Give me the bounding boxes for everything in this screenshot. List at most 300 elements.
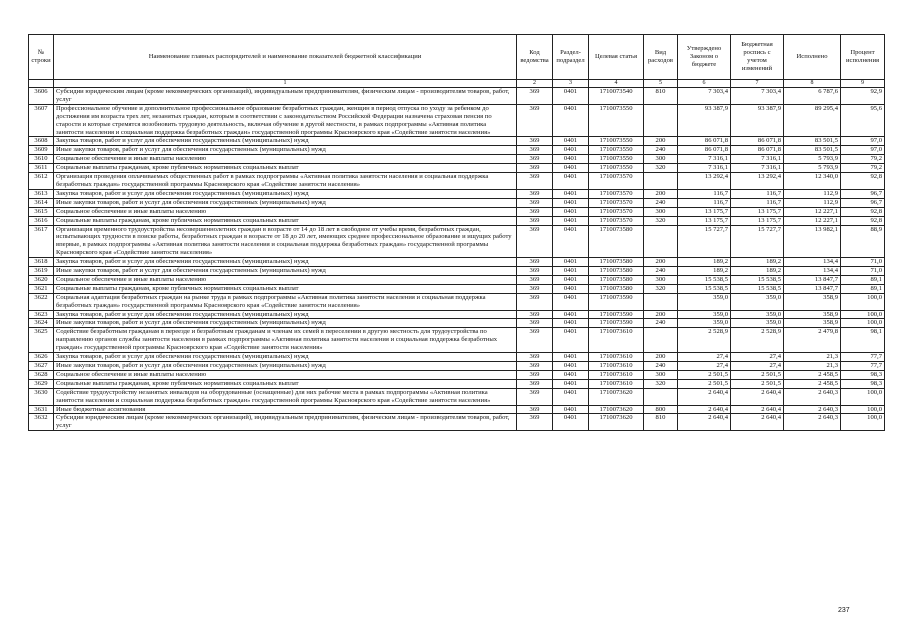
- row-target: 1710073590: [589, 310, 644, 319]
- row-dept-code: 369: [517, 284, 553, 293]
- row-budget-list: 189,2: [731, 267, 784, 276]
- col-number: 6: [678, 80, 731, 88]
- row-budget-list: 116,7: [731, 198, 784, 207]
- row-budget-list: 86 071,8: [731, 146, 784, 155]
- row-name: Иные закупки товаров, работ и услуг для обеспечения государственных (муниципальных) нужд: [54, 146, 517, 155]
- row-number: 3630: [29, 388, 54, 405]
- row-exp-type: 200: [644, 258, 678, 267]
- row-executed: 358,9: [784, 293, 841, 310]
- row-budget-list: 7 303,4: [731, 88, 784, 105]
- row-target: 1710073580: [589, 267, 644, 276]
- row-number: 3617: [29, 225, 54, 258]
- row-number: 3609: [29, 146, 54, 155]
- row-approved: 2 640,4: [678, 388, 731, 405]
- row-approved: 359,0: [678, 319, 731, 328]
- row-approved: 116,7: [678, 198, 731, 207]
- row-exp-type: [644, 293, 678, 310]
- row-dept-code: 369: [517, 207, 553, 216]
- row-executed: 12 227,1: [784, 216, 841, 225]
- row-number: 3610: [29, 155, 54, 164]
- row-name: Социальное обеспечение и иные выплаты населению: [54, 207, 517, 216]
- row-target: 1710073620: [589, 388, 644, 405]
- row-dept-code: 369: [517, 173, 553, 190]
- row-target: 1710073620: [589, 414, 644, 431]
- row-dept-code: 369: [517, 258, 553, 267]
- row-percent: 88,9: [841, 225, 885, 258]
- column-number-row: [29, 80, 885, 88]
- row-number: 3629: [29, 379, 54, 388]
- table-row: [29, 319, 885, 328]
- row-section: 0401: [553, 173, 589, 190]
- row-dept-code: 369: [517, 104, 553, 137]
- row-approved: 93 387,9: [678, 104, 731, 137]
- table-row: [29, 275, 885, 284]
- col-number: 9: [841, 80, 885, 88]
- row-approved: 2 501,5: [678, 379, 731, 388]
- header-target: Целевая статья: [589, 35, 644, 80]
- row-name: Иные закупки товаров, работ и услуг для обеспечения государственных (муниципальных) нужд: [54, 267, 517, 276]
- row-target: 1710073610: [589, 362, 644, 371]
- table-row: [29, 370, 885, 379]
- row-number: 3632: [29, 414, 54, 431]
- row-approved: 13 292,4: [678, 173, 731, 190]
- row-dept-code: 369: [517, 225, 553, 258]
- table-row: [29, 328, 885, 353]
- header-executed: Исполнено: [784, 35, 841, 80]
- row-exp-type: 300: [644, 207, 678, 216]
- row-number: 3613: [29, 189, 54, 198]
- row-name: Профессиональное обучение и дополнительное профессиональное образование безработных граждан, женщин в период отпуска по уходу за ребенком до достижения им возраста трех лет, незанятых граждан, которым в соответствии с законодательством Российской Федерации назначена страховая пенсия по старости и которые стремятся возобновить трудовую деятельность, включая обучение в другой местности, в рамках подпрограммы «Активная политика занятости населения и социальная поддержка безработных граждан» государственной программы Красноярского края «Содействие занятости населения»: [54, 104, 517, 137]
- row-dept-code: 369: [517, 293, 553, 310]
- row-exp-type: 800: [644, 405, 678, 414]
- row-executed: 134,4: [784, 258, 841, 267]
- row-target: 1710073590: [589, 319, 644, 328]
- header-section: Раздел-подраздел: [553, 35, 589, 80]
- row-approved: 86 071,8: [678, 137, 731, 146]
- row-name: Содействие безработным гражданам в переезде и безработным гражданам и членам их семей в переселении в другую местность для трудоустройства по направлению органов службы занятости населения в рамках подпрограммы «Активная политика занятости населения и социальная поддержка безработных граждан» государственной программы Красноярского края «Содействие занятости населения»: [54, 328, 517, 353]
- row-exp-type: 200: [644, 137, 678, 146]
- row-target: 1710073580: [589, 258, 644, 267]
- row-target: 1710073570: [589, 198, 644, 207]
- row-budget-list: 27,4: [731, 353, 784, 362]
- table-body: [29, 88, 885, 431]
- row-executed: 83 501,5: [784, 146, 841, 155]
- header-row-no: № строки: [29, 35, 54, 80]
- row-dept-code: 369: [517, 216, 553, 225]
- row-section: 0401: [553, 267, 589, 276]
- row-target: 1710073570: [589, 216, 644, 225]
- row-budget-list: 2 640,4: [731, 388, 784, 405]
- row-dept-code: 369: [517, 388, 553, 405]
- row-budget-list: 359,0: [731, 310, 784, 319]
- row-percent: 100,0: [841, 414, 885, 431]
- row-number: 3626: [29, 353, 54, 362]
- row-percent: 89,1: [841, 284, 885, 293]
- row-name: Социальная адаптация безработных граждан на рынке труда в рамках подпрограммы «Активная политика занятости населения и социальная поддержка безработных граждан» государственной программы Красноярского края «Содействие занятости населения»: [54, 293, 517, 310]
- row-section: 0401: [553, 362, 589, 371]
- row-budget-list: 2 640,4: [731, 414, 784, 431]
- row-budget-list: 13 175,7: [731, 216, 784, 225]
- row-name: Социальные выплаты гражданам, кроме публичных нормативных социальных выплат: [54, 379, 517, 388]
- row-number: 3618: [29, 258, 54, 267]
- table-row: [29, 173, 885, 190]
- row-dept-code: 369: [517, 155, 553, 164]
- row-exp-type: 200: [644, 310, 678, 319]
- row-section: 0401: [553, 258, 589, 267]
- row-executed: 12 227,1: [784, 207, 841, 216]
- row-number: 3614: [29, 198, 54, 207]
- table-row: [29, 388, 885, 405]
- row-approved: 116,7: [678, 189, 731, 198]
- row-number: 3628: [29, 370, 54, 379]
- row-section: 0401: [553, 189, 589, 198]
- row-budget-list: 359,0: [731, 293, 784, 310]
- header-dept-code: Код ведомства: [517, 35, 553, 80]
- row-executed: 13 982,1: [784, 225, 841, 258]
- row-target: 1710073580: [589, 284, 644, 293]
- row-number: 3619: [29, 267, 54, 276]
- row-exp-type: [644, 173, 678, 190]
- row-number: 3620: [29, 275, 54, 284]
- row-dept-code: 369: [517, 379, 553, 388]
- row-executed: 13 847,7: [784, 284, 841, 293]
- row-exp-type: [644, 104, 678, 137]
- row-executed: 358,9: [784, 319, 841, 328]
- row-name: Иные закупки товаров, работ и услуг для обеспечения государственных (муниципальных) нужд: [54, 362, 517, 371]
- row-target: 1710073550: [589, 155, 644, 164]
- row-budget-list: 13 292,4: [731, 173, 784, 190]
- table-row: [29, 310, 885, 319]
- row-percent: 97,0: [841, 137, 885, 146]
- row-approved: 15 727,7: [678, 225, 731, 258]
- row-dept-code: 369: [517, 146, 553, 155]
- header-name: Наименование главных распорядителей и наименование показателей бюджетной классификации: [54, 35, 517, 80]
- row-budget-list: 2 640,4: [731, 405, 784, 414]
- row-section: 0401: [553, 104, 589, 137]
- row-target: 1710073610: [589, 328, 644, 353]
- row-approved: 13 175,7: [678, 216, 731, 225]
- row-approved: 2 528,9: [678, 328, 731, 353]
- row-exp-type: 300: [644, 370, 678, 379]
- row-budget-list: 2 501,5: [731, 379, 784, 388]
- row-number: 3622: [29, 293, 54, 310]
- table-row: [29, 164, 885, 173]
- row-budget-list: 189,2: [731, 258, 784, 267]
- row-section: 0401: [553, 198, 589, 207]
- row-executed: 89 295,4: [784, 104, 841, 137]
- table-row: [29, 379, 885, 388]
- row-approved: 7 316,1: [678, 155, 731, 164]
- row-exp-type: 300: [644, 155, 678, 164]
- table-row: [29, 293, 885, 310]
- row-budget-list: 2 528,9: [731, 328, 784, 353]
- row-percent: 77,7: [841, 362, 885, 371]
- row-number: 3616: [29, 216, 54, 225]
- row-exp-type: 200: [644, 353, 678, 362]
- row-executed: 5 793,9: [784, 164, 841, 173]
- row-section: 0401: [553, 146, 589, 155]
- row-dept-code: 369: [517, 164, 553, 173]
- table-row: [29, 284, 885, 293]
- row-dept-code: 369: [517, 370, 553, 379]
- row-exp-type: 300: [644, 275, 678, 284]
- row-target: 1710073570: [589, 173, 644, 190]
- row-target: 1710073610: [589, 379, 644, 388]
- row-section: 0401: [553, 293, 589, 310]
- row-name: Закупка товаров, работ и услуг для обеспечения государственных (муниципальных) нужд: [54, 137, 517, 146]
- row-number: 3621: [29, 284, 54, 293]
- row-name: Социальные выплаты гражданам, кроме публичных нормативных социальных выплат: [54, 284, 517, 293]
- row-executed: 2 479,8: [784, 328, 841, 353]
- row-executed: 5 793,9: [784, 155, 841, 164]
- col-number: 4: [589, 80, 644, 88]
- row-percent: 92,9: [841, 88, 885, 105]
- row-target: 1710073550: [589, 164, 644, 173]
- row-section: 0401: [553, 353, 589, 362]
- row-section: 0401: [553, 310, 589, 319]
- row-dept-code: 369: [517, 319, 553, 328]
- row-exp-type: 320: [644, 379, 678, 388]
- row-percent: 92,8: [841, 216, 885, 225]
- row-name: Иные закупки товаров, работ и услуг для обеспечения государственных (муниципальных) нужд: [54, 198, 517, 207]
- table-row: [29, 198, 885, 207]
- row-approved: 359,0: [678, 293, 731, 310]
- budget-table: [28, 34, 885, 431]
- row-name: Субсидии юридическим лицам (кроме некоммерческих организаций), индивидуальным предпринимателям, физическим лицам - производителям товаров, работ, услуг: [54, 88, 517, 105]
- row-percent: 98,3: [841, 370, 885, 379]
- table-row: [29, 267, 885, 276]
- row-section: 0401: [553, 207, 589, 216]
- row-dept-code: 369: [517, 198, 553, 207]
- row-number: 3631: [29, 405, 54, 414]
- row-budget-list: 15 538,5: [731, 275, 784, 284]
- row-section: 0401: [553, 164, 589, 173]
- row-approved: 359,0: [678, 310, 731, 319]
- col-number: 7: [731, 80, 784, 88]
- row-number: 3627: [29, 362, 54, 371]
- row-number: 3623: [29, 310, 54, 319]
- row-target: 1710073570: [589, 207, 644, 216]
- row-percent: 79,2: [841, 164, 885, 173]
- row-percent: 77,7: [841, 353, 885, 362]
- row-budget-list: 15 538,5: [731, 284, 784, 293]
- row-percent: 100,0: [841, 405, 885, 414]
- row-executed: 358,9: [784, 310, 841, 319]
- row-name: Социальное обеспечение и иные выплаты населению: [54, 275, 517, 284]
- table-row: [29, 414, 885, 431]
- table-row: [29, 216, 885, 225]
- row-budget-list: 359,0: [731, 319, 784, 328]
- row-dept-code: 369: [517, 362, 553, 371]
- row-target: 1710073550: [589, 146, 644, 155]
- row-budget-list: 7 316,1: [731, 155, 784, 164]
- row-executed: 112,9: [784, 189, 841, 198]
- row-section: 0401: [553, 275, 589, 284]
- row-name: Закупка товаров, работ и услуг для обеспечения государственных (муниципальных) нужд: [54, 310, 517, 319]
- row-dept-code: 369: [517, 88, 553, 105]
- row-target: 1710073580: [589, 225, 644, 258]
- row-percent: 100,0: [841, 319, 885, 328]
- col-number: 1: [54, 80, 517, 88]
- row-percent: 71,0: [841, 258, 885, 267]
- row-percent: 98,1: [841, 328, 885, 353]
- row-budget-list: 15 727,7: [731, 225, 784, 258]
- row-dept-code: 369: [517, 189, 553, 198]
- table-row: [29, 258, 885, 267]
- row-percent: 92,8: [841, 173, 885, 190]
- row-section: 0401: [553, 155, 589, 164]
- row-exp-type: 810: [644, 414, 678, 431]
- table-row: [29, 88, 885, 105]
- row-section: 0401: [553, 88, 589, 105]
- row-section: 0401: [553, 414, 589, 431]
- row-executed: 112,9: [784, 198, 841, 207]
- row-executed: 12 340,0: [784, 173, 841, 190]
- row-exp-type: 240: [644, 198, 678, 207]
- row-dept-code: 369: [517, 414, 553, 431]
- row-section: 0401: [553, 284, 589, 293]
- row-executed: 134,4: [784, 267, 841, 276]
- header-percent: Процент исполнения: [841, 35, 885, 80]
- row-target: 1710073570: [589, 189, 644, 198]
- row-percent: 71,0: [841, 267, 885, 276]
- row-dept-code: 369: [517, 310, 553, 319]
- row-exp-type: 810: [644, 88, 678, 105]
- row-target: 1710073620: [589, 405, 644, 414]
- row-section: 0401: [553, 405, 589, 414]
- row-target: 1710073610: [589, 353, 644, 362]
- row-approved: 27,4: [678, 353, 731, 362]
- row-exp-type: [644, 225, 678, 258]
- row-exp-type: 320: [644, 164, 678, 173]
- row-target: 1710073580: [589, 275, 644, 284]
- row-percent: 100,0: [841, 388, 885, 405]
- row-number: 3625: [29, 328, 54, 353]
- table-row: [29, 104, 885, 137]
- row-section: 0401: [553, 225, 589, 258]
- row-target: 1710073540: [589, 88, 644, 105]
- col-number: 5: [644, 80, 678, 88]
- row-number: 3624: [29, 319, 54, 328]
- col-number: 3: [553, 80, 589, 88]
- row-approved: 27,4: [678, 362, 731, 371]
- row-executed: 21,3: [784, 362, 841, 371]
- row-executed: 2 458,5: [784, 370, 841, 379]
- row-dept-code: 369: [517, 353, 553, 362]
- row-budget-list: 116,7: [731, 189, 784, 198]
- budget-table-sheet: [28, 34, 884, 431]
- row-target: 1710073550: [589, 104, 644, 137]
- table-row: [29, 207, 885, 216]
- row-budget-list: 2 501,5: [731, 370, 784, 379]
- row-executed: 2 640,3: [784, 388, 841, 405]
- row-target: 1710073610: [589, 370, 644, 379]
- table-row: [29, 362, 885, 371]
- row-exp-type: 320: [644, 216, 678, 225]
- row-section: 0401: [553, 216, 589, 225]
- row-percent: 95,6: [841, 104, 885, 137]
- row-name: Организация проведения оплачиваемых общественных работ в рамках подпрограммы «Активная политика занятости населения и социальная поддержка безработных граждан» государственной программы Красноярского края «Содействие занятости населения»: [54, 173, 517, 190]
- row-executed: 6 787,6: [784, 88, 841, 105]
- row-dept-code: 369: [517, 275, 553, 284]
- row-executed: 2 458,5: [784, 379, 841, 388]
- row-number: 3608: [29, 137, 54, 146]
- row-approved: 7 316,1: [678, 164, 731, 173]
- row-exp-type: [644, 328, 678, 353]
- row-approved: 15 538,5: [678, 275, 731, 284]
- row-percent: 97,0: [841, 146, 885, 155]
- row-name: Организация временного трудоустройства несовершеннолетних граждан в возрасте от 14 до 18 лет в свободное от учебы время, безработных граждан, испытывающих трудности в поиске работы, безработных граждан в возрасте от 18 до 20 лет, имеющих среднее профессиональное образование и ищущих работу впервые, в рамках подпрограммы «Активная политика занятости населения и социальная поддержка безработных граждан» государственной программы Красноярского края «Содействие занятости населения»: [54, 225, 517, 258]
- row-approved: 86 071,8: [678, 146, 731, 155]
- row-exp-type: 240: [644, 319, 678, 328]
- row-name: Закупка товаров, работ и услуг для обеспечения государственных (муниципальных) нужд: [54, 258, 517, 267]
- row-exp-type: 240: [644, 267, 678, 276]
- col-number: 8: [784, 80, 841, 88]
- row-approved: 189,2: [678, 258, 731, 267]
- table-row: [29, 137, 885, 146]
- row-exp-type: 200: [644, 189, 678, 198]
- row-name: Социальные выплаты гражданам, кроме публичных нормативных социальных выплат: [54, 216, 517, 225]
- table-row: [29, 353, 885, 362]
- row-exp-type: 240: [644, 146, 678, 155]
- row-section: 0401: [553, 319, 589, 328]
- row-name: Содействие трудоустройству незанятых инвалидов на оборудованные (оснащенные) для них рабочие места в рамках подпрограммы «Активная политика занятости населения и социальная поддержка безработных граждан» государственной программы Красноярского края «Содействие занятости населения»: [54, 388, 517, 405]
- row-section: 0401: [553, 328, 589, 353]
- row-approved: 15 538,5: [678, 284, 731, 293]
- row-approved: 7 303,4: [678, 88, 731, 105]
- table-row: [29, 155, 885, 164]
- row-name: Социальные выплаты гражданам, кроме публичных нормативных социальных выплат: [54, 164, 517, 173]
- page-number: 237: [838, 607, 850, 614]
- row-percent: 100,0: [841, 310, 885, 319]
- table-row: [29, 189, 885, 198]
- row-name: Закупка товаров, работ и услуг для обеспечения государственных (муниципальных) нужд: [54, 189, 517, 198]
- row-section: 0401: [553, 137, 589, 146]
- row-section: 0401: [553, 388, 589, 405]
- row-percent: 92,8: [841, 207, 885, 216]
- table-row: [29, 146, 885, 155]
- row-approved: 2 501,5: [678, 370, 731, 379]
- row-percent: 89,1: [841, 275, 885, 284]
- row-number: 3615: [29, 207, 54, 216]
- table-row: [29, 225, 885, 258]
- row-executed: 83 501,5: [784, 137, 841, 146]
- row-target: 1710073590: [589, 293, 644, 310]
- row-dept-code: 369: [517, 137, 553, 146]
- row-exp-type: 240: [644, 362, 678, 371]
- row-number: 3611: [29, 164, 54, 173]
- row-executed: 13 847,7: [784, 275, 841, 284]
- row-budget-list: 13 175,7: [731, 207, 784, 216]
- row-percent: 96,7: [841, 189, 885, 198]
- row-section: 0401: [553, 370, 589, 379]
- row-approved: 189,2: [678, 267, 731, 276]
- row-executed: 2 640,3: [784, 414, 841, 431]
- row-executed: 21,3: [784, 353, 841, 362]
- row-name: Социальное обеспечение и иные выплаты населению: [54, 370, 517, 379]
- row-percent: 96,7: [841, 198, 885, 207]
- row-executed: 2 640,3: [784, 405, 841, 414]
- row-budget-list: 93 387,9: [731, 104, 784, 137]
- row-section: 0401: [553, 379, 589, 388]
- header-row: [29, 35, 885, 80]
- header-exp-type: Вид расходов: [644, 35, 678, 80]
- header-budget-list: Бюджетная роспись с учетом изменений: [731, 35, 784, 80]
- row-approved: 13 175,7: [678, 207, 731, 216]
- row-dept-code: 369: [517, 328, 553, 353]
- col-number: 2: [517, 80, 553, 88]
- row-number: 3612: [29, 173, 54, 190]
